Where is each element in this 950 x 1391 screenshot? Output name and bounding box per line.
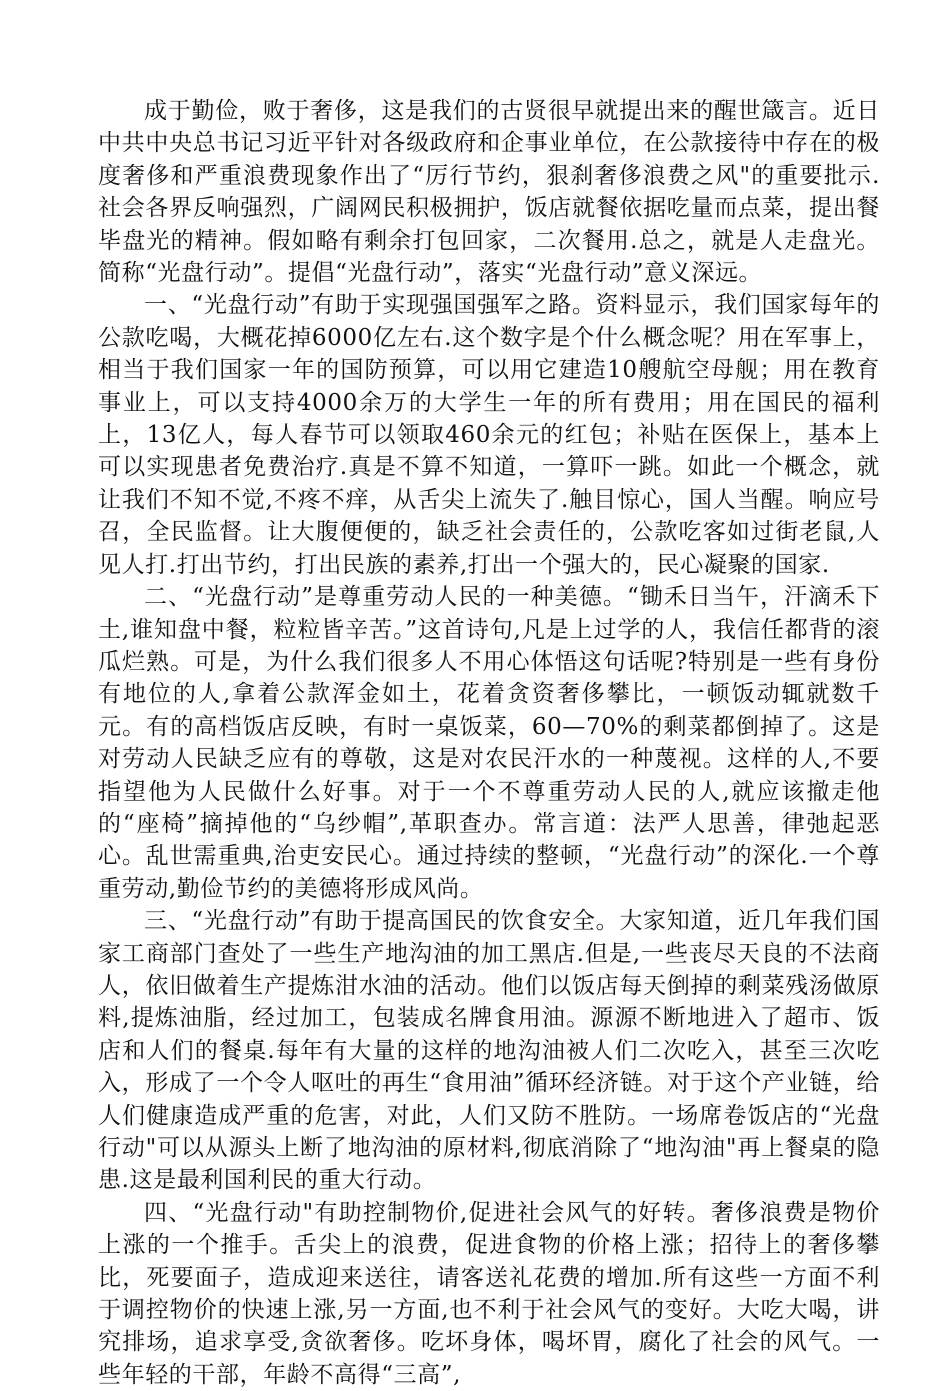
paragraph-section-2: 二、“光盘行动”是尊重劳动人民的一种美德。“锄禾日当午，汗滴禾下土,谁知盘中餐，粒粒皆辛苦。”这首诗句,凡是上过学的人，我信任都背的滚瓜烂熟。可是，为什么我们很多人不用心体悟这句话呢?特别是一些有身份有地位的人,拿着公款浑金如土，花着贪资奢侈攀比，一顿饭动辄就数千元。有的高档饭店反映，有时一桌饭菜，60—70%的剩菜都倒掉了。这是对劳动人民缺乏应有的尊敬，这是对农民汗水的一种蔑视。这样的人,不要指望他为人民做什么好事。对于一个不尊重劳动人民的人,就应该撤走他的“座椅”摘掉他的“乌纱帽”,革职查办。常言道：法严人思善，律弛起恶心。乱世需重典,治吏安民心。通过持续的整顿，“光盘行动”的深化.一个尊重劳动,勤俭节约的美德将形成风尚。: [98, 584, 880, 902]
paragraph-section-1: 一、“光盘行动”有助于实现强国强军之路。资料显示，我们国家每年的公款吃喝，大概花掉6000亿左右.这个数字是个什么概念呢？用在军事上，相当于我们国家一年的国防预算，可以用它建造10艘航空母舰；用在教育事业上，可以支持4000余万的大学生一年的所有费用；用在国民的福利上，13亿人，每人春节可以领取460余元的红包；补贴在医保上，基本上可以实现患者免费治疗.真是不算不知道，一算吓一跳。如此一个概念，就让我们不知不觉,不疼不痒，从舌尖上流失了.触目惊心，国人当醒。响应号召，全民监督。让大腹便便的，缺乏社会责任的，公款吃客如过街老鼠,人见人打.打出节约，打出民族的素养,打出一个强大的，民心凝聚的国家.: [98, 292, 880, 578]
document-body: [98, 95, 880, 1391]
paragraph-section-4: 四、“光盘行动"有助控制物价,促进社会风气的好转。奢侈浪费是物价上涨的一个推手。舌尖上的浪费，促进食物的价格上涨；招待上的奢侈攀比，死要面子，造成迎来送往，请客送礼花费的增加.所有这些一方面不利于调控物价的快速上涨,另一方面,也不利于社会风气的变好。大吃大喝，讲究排场，追求享受,贪欲奢侈。吃坏身体，喝坏胃，腐化了社会的风气。一些年轻的干部，年龄不高得“三高”,: [98, 1199, 880, 1388]
paragraph-section-3: 三、“光盘行动”有助于提高国民的饮食安全。大家知道，近几年我们国家工商部门查处了一些生产地沟油的加工黑店.但是,一些丧尽天良的不法商人，依旧做着生产提炼泔水油的活动。他们以饭店每天倒掉的剩菜残汤做原料,提炼油脂，经过加工，包装成名牌食用油。源源不断地进入了超市、饭店和人们的餐桌.每年有大量的这样的地沟油被人们二次吃入，甚至三次吃入，形成了一个令人呕吐的再生“食用油”循环经济链。对于这个产业链，给人们健康造成严重的危害，对此，人们又防不胜防。一场席卷饭店的“光盘行动"可以从源头上断了地沟油的原材料,彻底消除了“地沟油"再上餐桌的隐患.这是最利国利民的重大行动。: [98, 908, 880, 1194]
paragraph-intro: 成于勤俭，败于奢侈，这是我们的古贤很早就提出来的醒世箴言。近日中共中央总书记习近平针对各级政府和企事业单位，在公款接待中存在的极度奢侈和严重浪费现象作出了“厉行节约，狠刹奢侈浪费之风"的重要批示.社会各界反响强烈，广阔网民积极拥护，饭店就餐依据吃量而点菜，提出餐毕盘光的精神。假如略有剩余打包回家，二次餐用.总之，就是人走盘光。简称“光盘行动”。提倡“光盘行动”，落实“光盘行动”意义深远。: [98, 98, 880, 287]
